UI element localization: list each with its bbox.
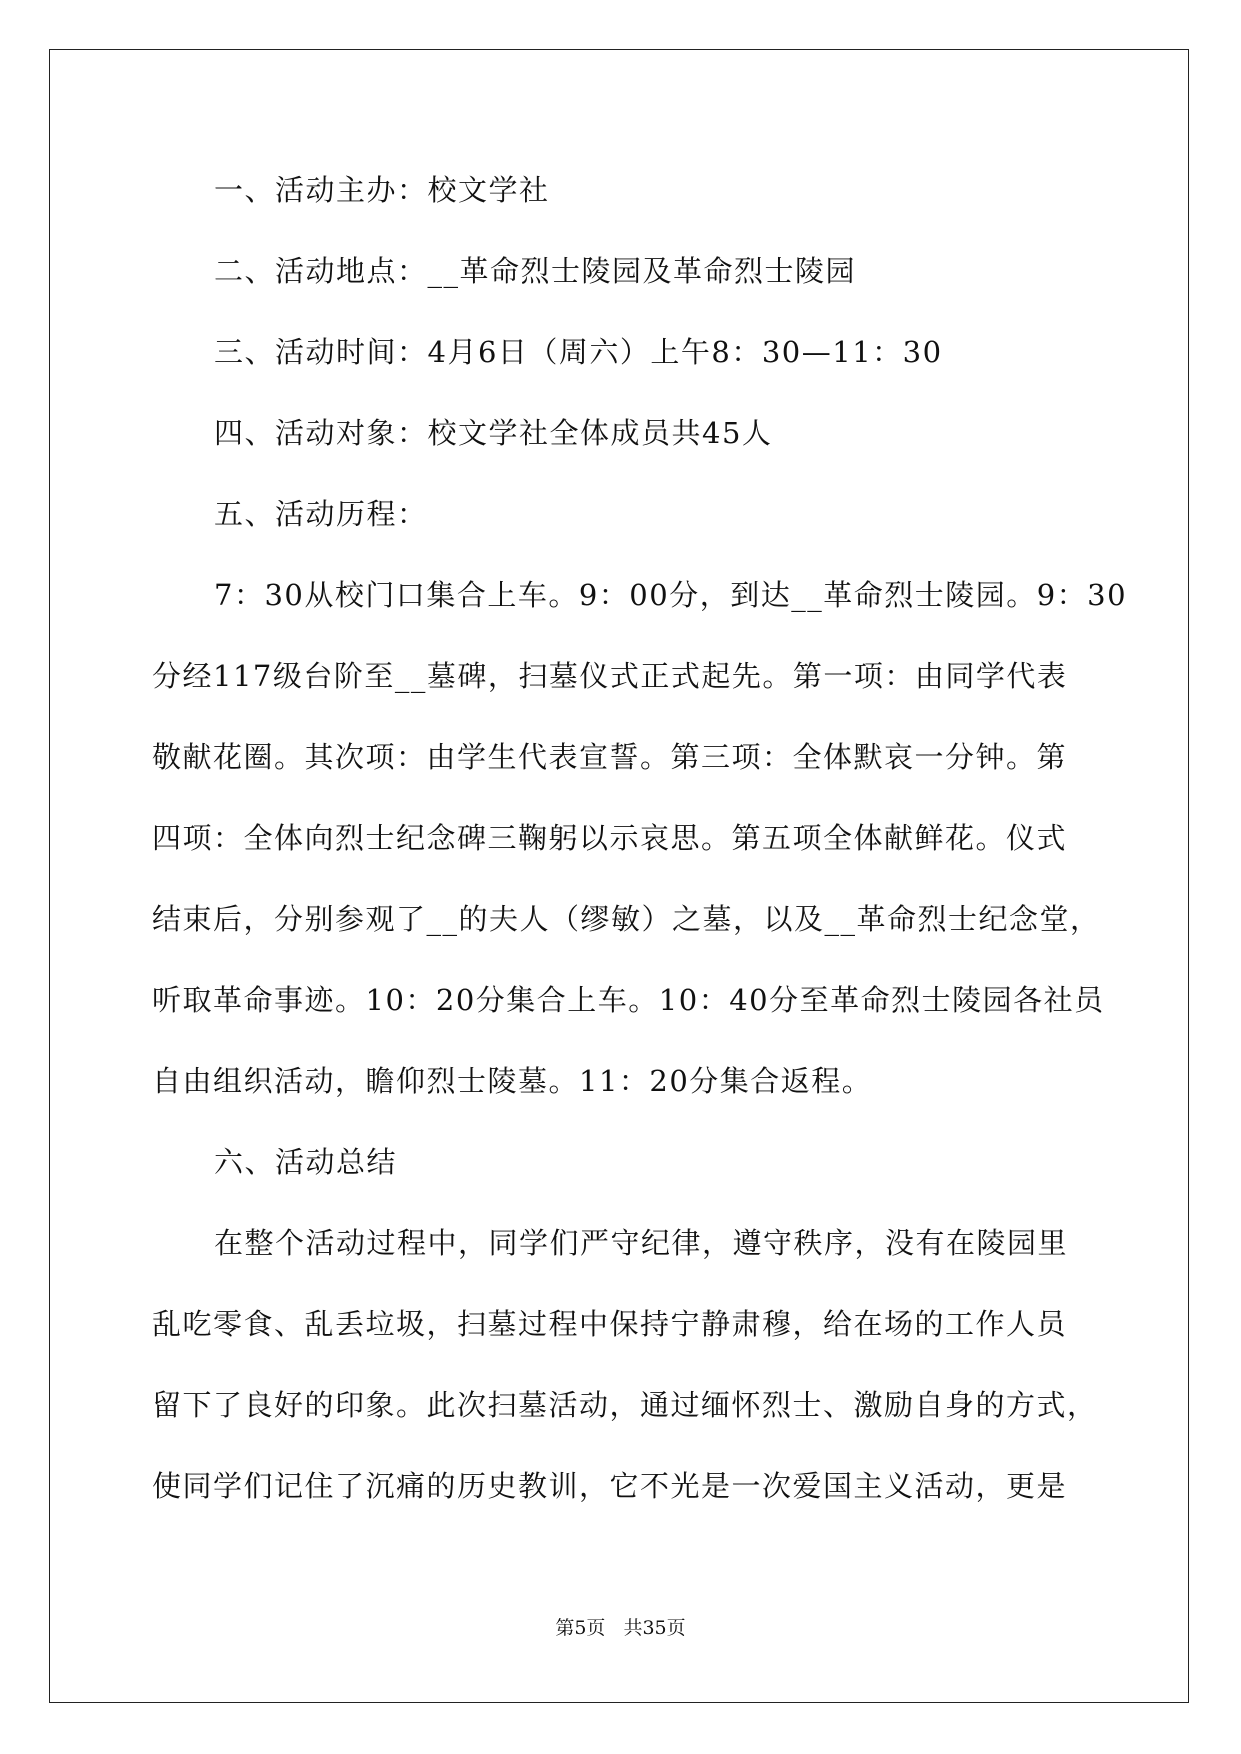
text-line: 四项：全体向烈士纪念碑三鞠躬以示哀思。第五项全体献鲜花。仪式	[152, 821, 1068, 855]
text-line: 结束后，分别参观了__的夫人（缪敏）之墓，以及__革命烈士纪念堂，	[152, 902, 1101, 936]
text-line: 乱吃零食、乱丢垃圾，扫墓过程中保持宁静肃穆，给在场的工作人员	[152, 1307, 1068, 1341]
text-line: 自由组织活动，瞻仰烈士陵墓。11：20分集合返程。	[152, 1064, 873, 1098]
text-line: 敬献花圈。其次项：由学生代表宣誓。第三项：全体默哀一分钟。第	[152, 740, 1068, 774]
text-line: 四、活动对象：校文学社全体成员共45人	[214, 416, 773, 450]
text-line: 在整个活动过程中，同学们严守纪律，遵守秩序，没有在陵园里	[214, 1226, 1069, 1260]
page-footer	[0, 1616, 1241, 1640]
text-line: 使同学们记住了沉痛的历史教训，它不光是一次爱国主义活动，更是	[152, 1469, 1068, 1503]
page-number: 第5页	[555, 1617, 606, 1639]
text-line: 五、活动历程：	[214, 497, 428, 531]
page-total: 共35页	[623, 1617, 686, 1639]
text-line: 二、活动地点：__革命烈士陵园及革命烈士陵园	[214, 254, 857, 288]
text-line: 听取革命事迹。10：20分集合上车。10：40分至革命烈士陵园各社员	[152, 983, 1105, 1017]
text-line: 三、活动时间：4月6日（周六）上午8：30—11：30	[214, 335, 943, 369]
text-line: 一、活动主办：校文学社	[214, 173, 550, 207]
text-line: 分经117级台阶至__墓碑，扫墓仪式正式起先。第一项：由同学代表	[152, 659, 1068, 693]
text-line: 六、活动总结	[214, 1145, 398, 1179]
text-line: 留下了良好的印象。此次扫墓活动，通过缅怀烈士、激励自身的方式，	[152, 1388, 1098, 1422]
page-border	[49, 49, 1189, 1703]
text-line: 7：30从校门口集合上车。9：00分，到达__革命烈士陵园。9：30	[214, 578, 1128, 612]
